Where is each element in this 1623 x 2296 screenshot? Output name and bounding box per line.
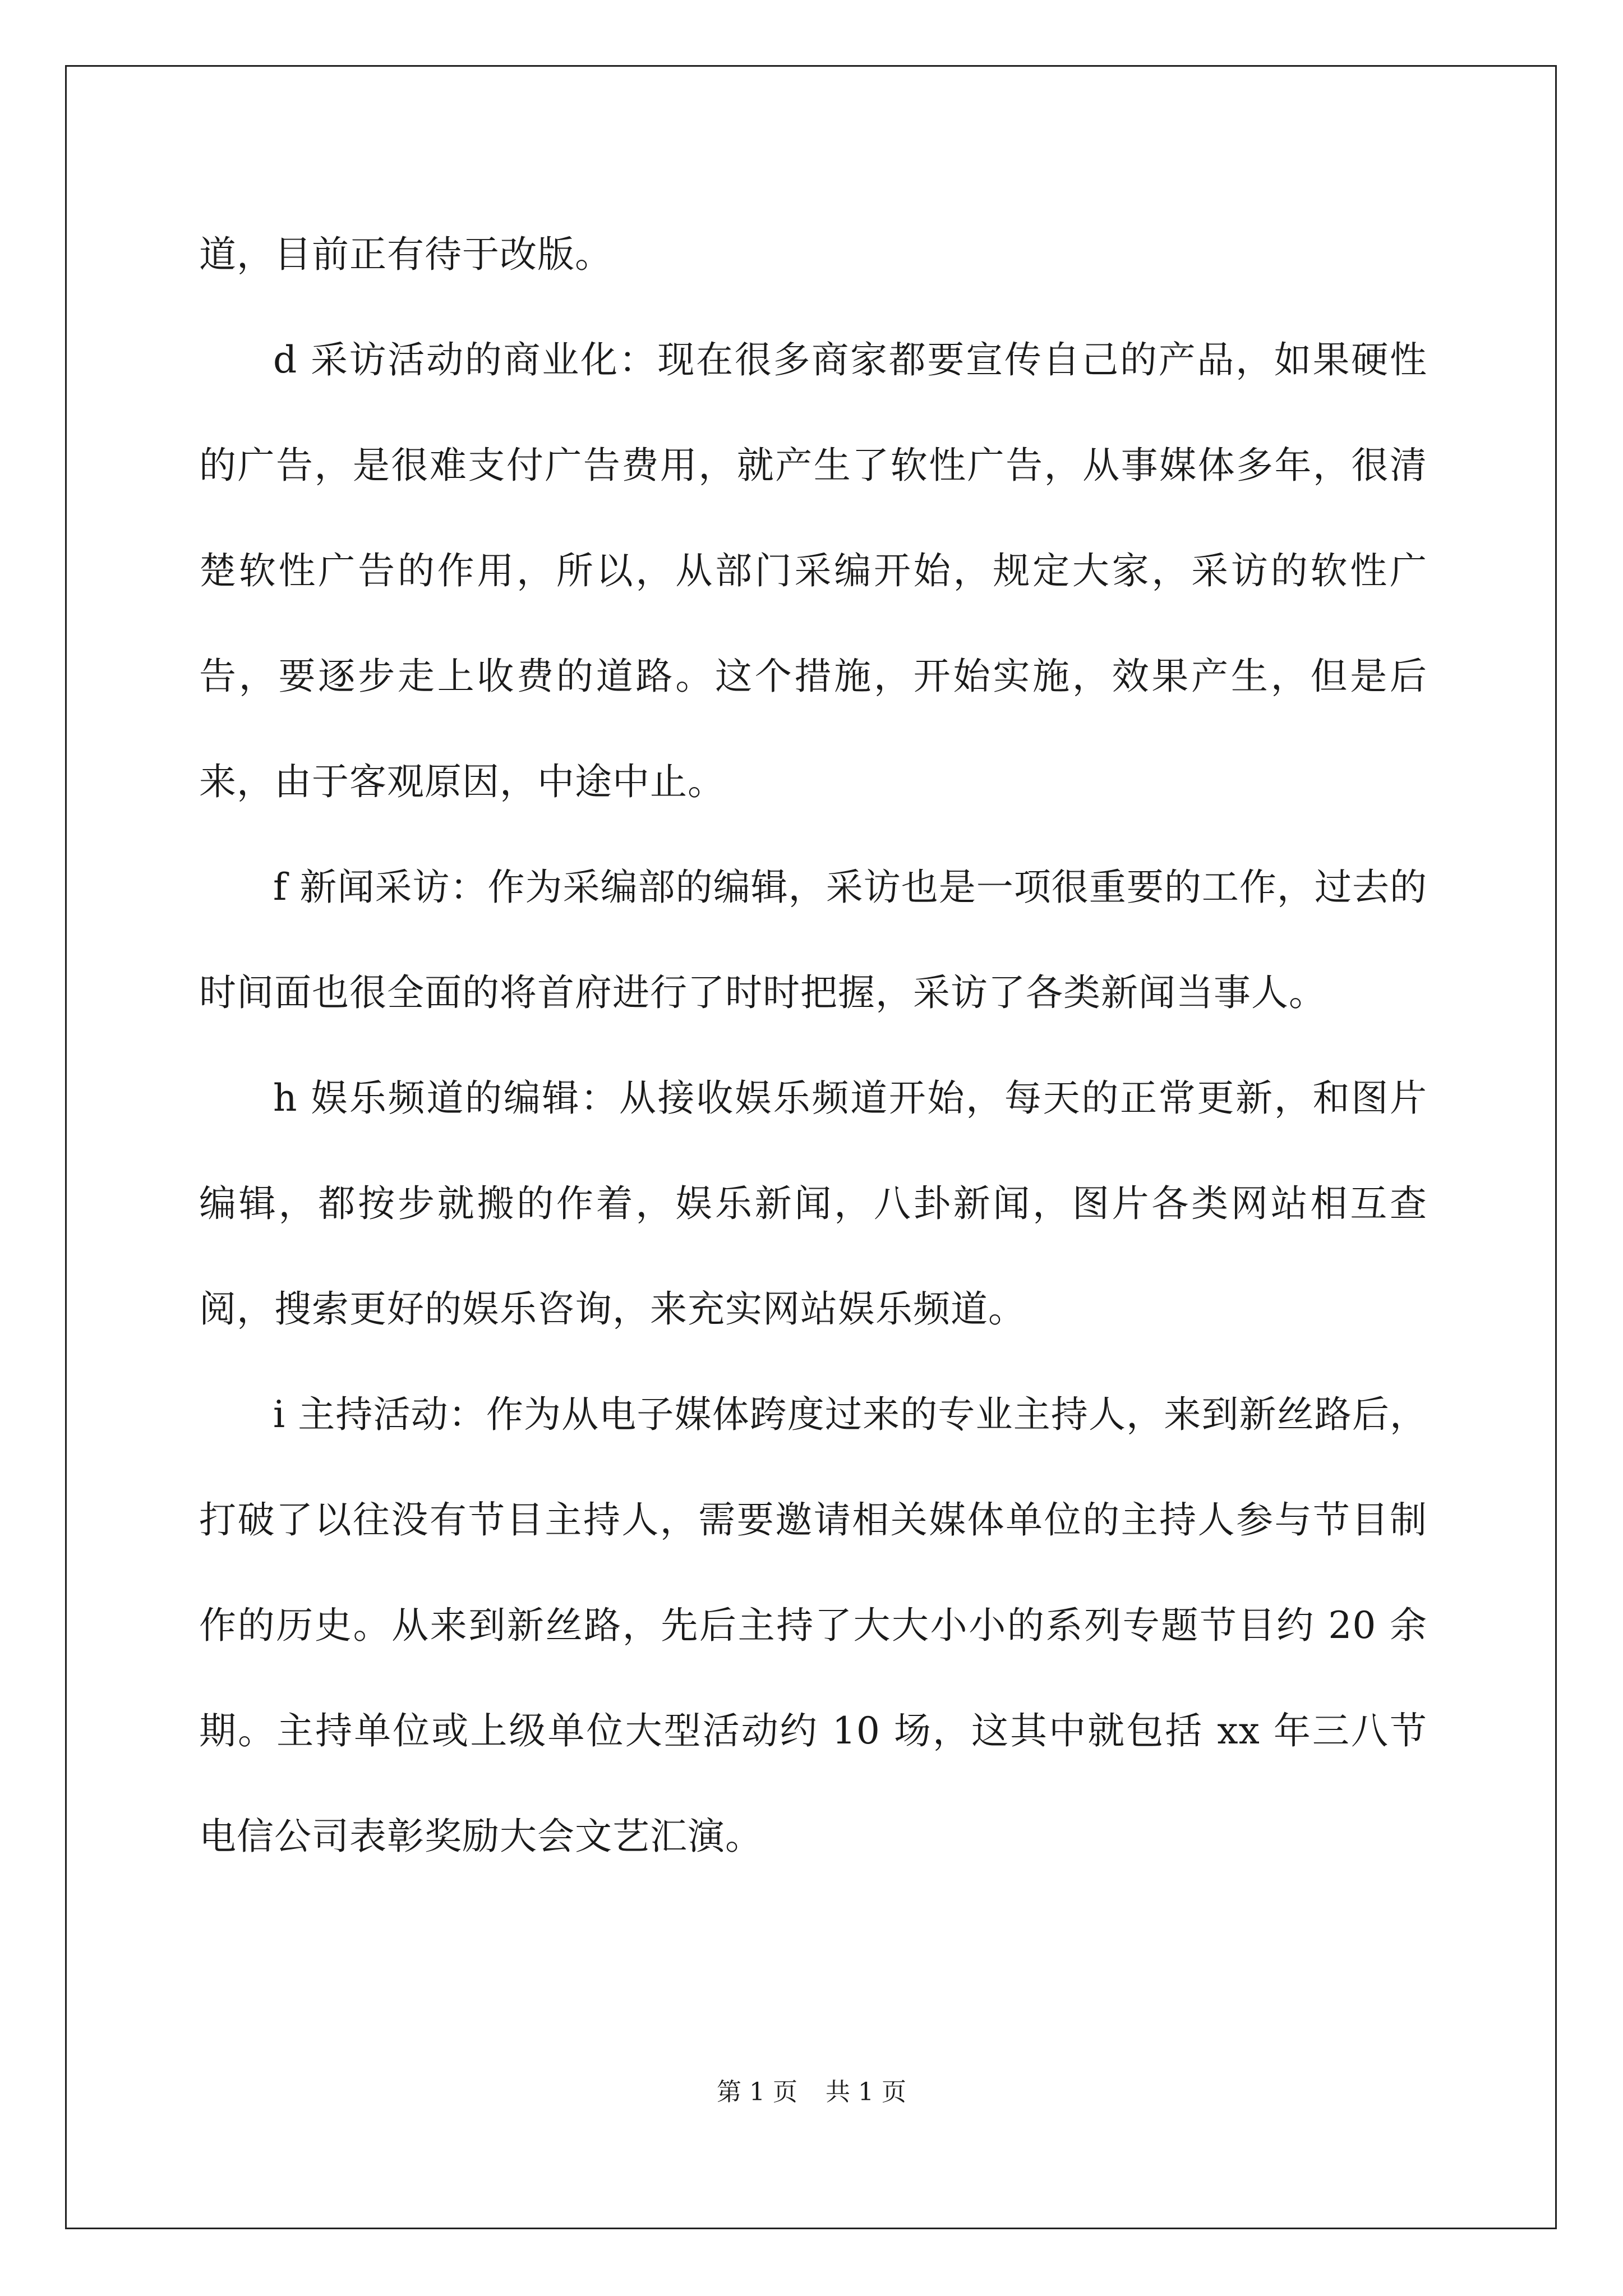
paragraph: i 主持活动：作为从电子媒体跨度过来的专业主持人，来到新丝路后，打破了以往没有节目主持人，需要邀请相关媒体单位的主持人参与节目制作的历史。从来到新丝路，先后主持了大大小小的系列专题节目约 20 余期。主持单位或上级单位大型活动约 10 场，这其中就包括 xx 年三八节电信公司表彰奖励大会文艺汇演。 [199,1393,1427,1858]
page-footer [0,2076,1623,2109]
paragraph: h 娱乐频道的编辑：从接收娱乐频道开始，每天的正常更新，和图片编辑，都按步就搬的作着，娱乐新闻，八卦新闻，图片各类网站相互查阅，搜索更好的娱乐咨询，来充实网站娱乐频道。 [199,1076,1427,1331]
paragraph: 道，目前正有待于改版。 [199,233,612,276]
page-number: 第 1 页 [717,2078,797,2106]
page-total: 共 1 页 [826,2078,906,2106]
paragraph: f 新闻采访：作为采编部的编辑，采访也是一项很重要的工作，过去的时间面也很全面的将首府进行了时时把握，采访了各类新闻当事人。 [199,866,1427,1014]
document-body [199,202,1427,1889]
paragraph: d 采访活动的商业化：现在很多商家都要宣传自己的产品，如果硬性的广告，是很难支付广告费用，就产生了软性广告，从事媒体多年，很清楚软性广告的作用，所以，从部门采编开始，规定大家，采访的软性广告，要逐步走上收费的道路。这个措施，开始实施，效果产生，但是后来，由于客观原因，中途中止。 [199,338,1427,803]
